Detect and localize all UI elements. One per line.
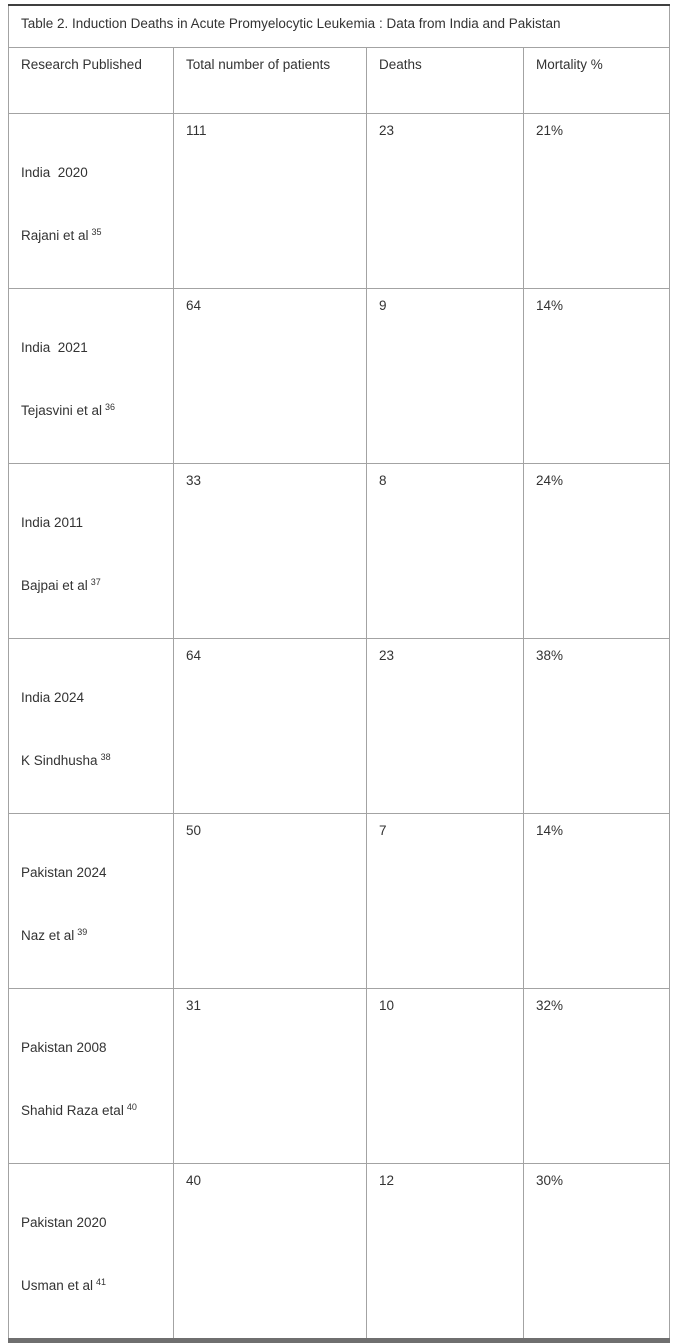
mortality-cell: 24% bbox=[524, 464, 670, 639]
reference-superscript: 36 bbox=[105, 402, 116, 412]
table-row bbox=[9, 289, 670, 464]
induction-deaths-table bbox=[8, 4, 670, 1343]
patients-cell: 50 bbox=[174, 814, 367, 989]
deaths-cell: 10 bbox=[367, 989, 524, 1164]
study-authors: K Sindhusha bbox=[21, 753, 98, 768]
study-authors-line bbox=[21, 750, 165, 771]
deaths-cell: 7 bbox=[367, 814, 524, 989]
study-country-year: Pakistan 2020 bbox=[21, 1215, 107, 1230]
deaths-cell: 8 bbox=[367, 464, 524, 639]
column-header-deaths: Deaths bbox=[367, 48, 524, 114]
study-authors-line bbox=[21, 925, 165, 946]
column-header-research-published: Research Published bbox=[9, 48, 174, 114]
deaths-cell: 23 bbox=[367, 114, 524, 289]
table-row bbox=[9, 1164, 670, 1341]
study-authors-line bbox=[21, 400, 165, 421]
study-cell bbox=[9, 639, 174, 814]
deaths-cell: 9 bbox=[367, 289, 524, 464]
mortality-cell: 14% bbox=[524, 289, 670, 464]
study-authors: Tejasvini et al bbox=[21, 403, 103, 418]
study-authors: Shahid Raza etal bbox=[21, 1103, 124, 1118]
mortality-cell: 30% bbox=[524, 1164, 670, 1341]
table-header-row bbox=[9, 48, 670, 114]
column-header-mortality: Mortality % bbox=[524, 48, 670, 114]
study-authors-line bbox=[21, 1275, 165, 1296]
study-country-year: India 2021 bbox=[21, 340, 88, 355]
patients-cell: 64 bbox=[174, 289, 367, 464]
reference-superscript: 38 bbox=[100, 752, 111, 762]
table-row bbox=[9, 639, 670, 814]
patients-cell: 40 bbox=[174, 1164, 367, 1341]
study-country-year: India 2024 bbox=[21, 690, 85, 705]
table-title: Table 2. Induction Deaths in Acute Promyelocytic Leukemia : Data from India and Pakistan bbox=[9, 5, 670, 48]
study-authors-line bbox=[21, 575, 165, 596]
study-authors: Rajani et al bbox=[21, 228, 89, 243]
column-header-total-patients: Total number of patients bbox=[174, 48, 367, 114]
study-cell bbox=[9, 814, 174, 989]
study-cell bbox=[9, 464, 174, 639]
mortality-cell: 14% bbox=[524, 814, 670, 989]
study-cell bbox=[9, 989, 174, 1164]
patients-cell: 31 bbox=[174, 989, 367, 1164]
study-authors-line bbox=[21, 225, 165, 246]
patients-cell: 64 bbox=[174, 639, 367, 814]
study-authors: Naz et al bbox=[21, 928, 75, 943]
reference-superscript: 35 bbox=[91, 227, 102, 237]
study-authors: Usman et al bbox=[21, 1278, 94, 1293]
study-authors-line bbox=[21, 1100, 165, 1121]
deaths-cell: 23 bbox=[367, 639, 524, 814]
study-cell bbox=[9, 114, 174, 289]
patients-cell: 111 bbox=[174, 114, 367, 289]
study-country-year: Pakistan 2024 bbox=[21, 865, 107, 880]
table-row bbox=[9, 814, 670, 989]
study-authors: Bajpai et al bbox=[21, 578, 88, 593]
patients-cell: 33 bbox=[174, 464, 367, 639]
table-row bbox=[9, 464, 670, 639]
reference-superscript: 37 bbox=[90, 577, 101, 587]
study-country-year: Pakistan 2008 bbox=[21, 1040, 107, 1055]
reference-superscript: 40 bbox=[126, 1102, 137, 1112]
reference-superscript: 41 bbox=[96, 1277, 107, 1287]
study-country-year: India 2020 bbox=[21, 165, 88, 180]
table-row bbox=[9, 114, 670, 289]
mortality-cell: 32% bbox=[524, 989, 670, 1164]
table-row bbox=[9, 989, 670, 1164]
reference-superscript: 39 bbox=[77, 927, 88, 937]
study-cell bbox=[9, 1164, 174, 1341]
mortality-cell: 21% bbox=[524, 114, 670, 289]
study-cell bbox=[9, 289, 174, 464]
deaths-cell: 12 bbox=[367, 1164, 524, 1341]
study-country-year: India 2011 bbox=[21, 515, 84, 530]
mortality-cell: 38% bbox=[524, 639, 670, 814]
table-caption-row bbox=[9, 5, 670, 48]
